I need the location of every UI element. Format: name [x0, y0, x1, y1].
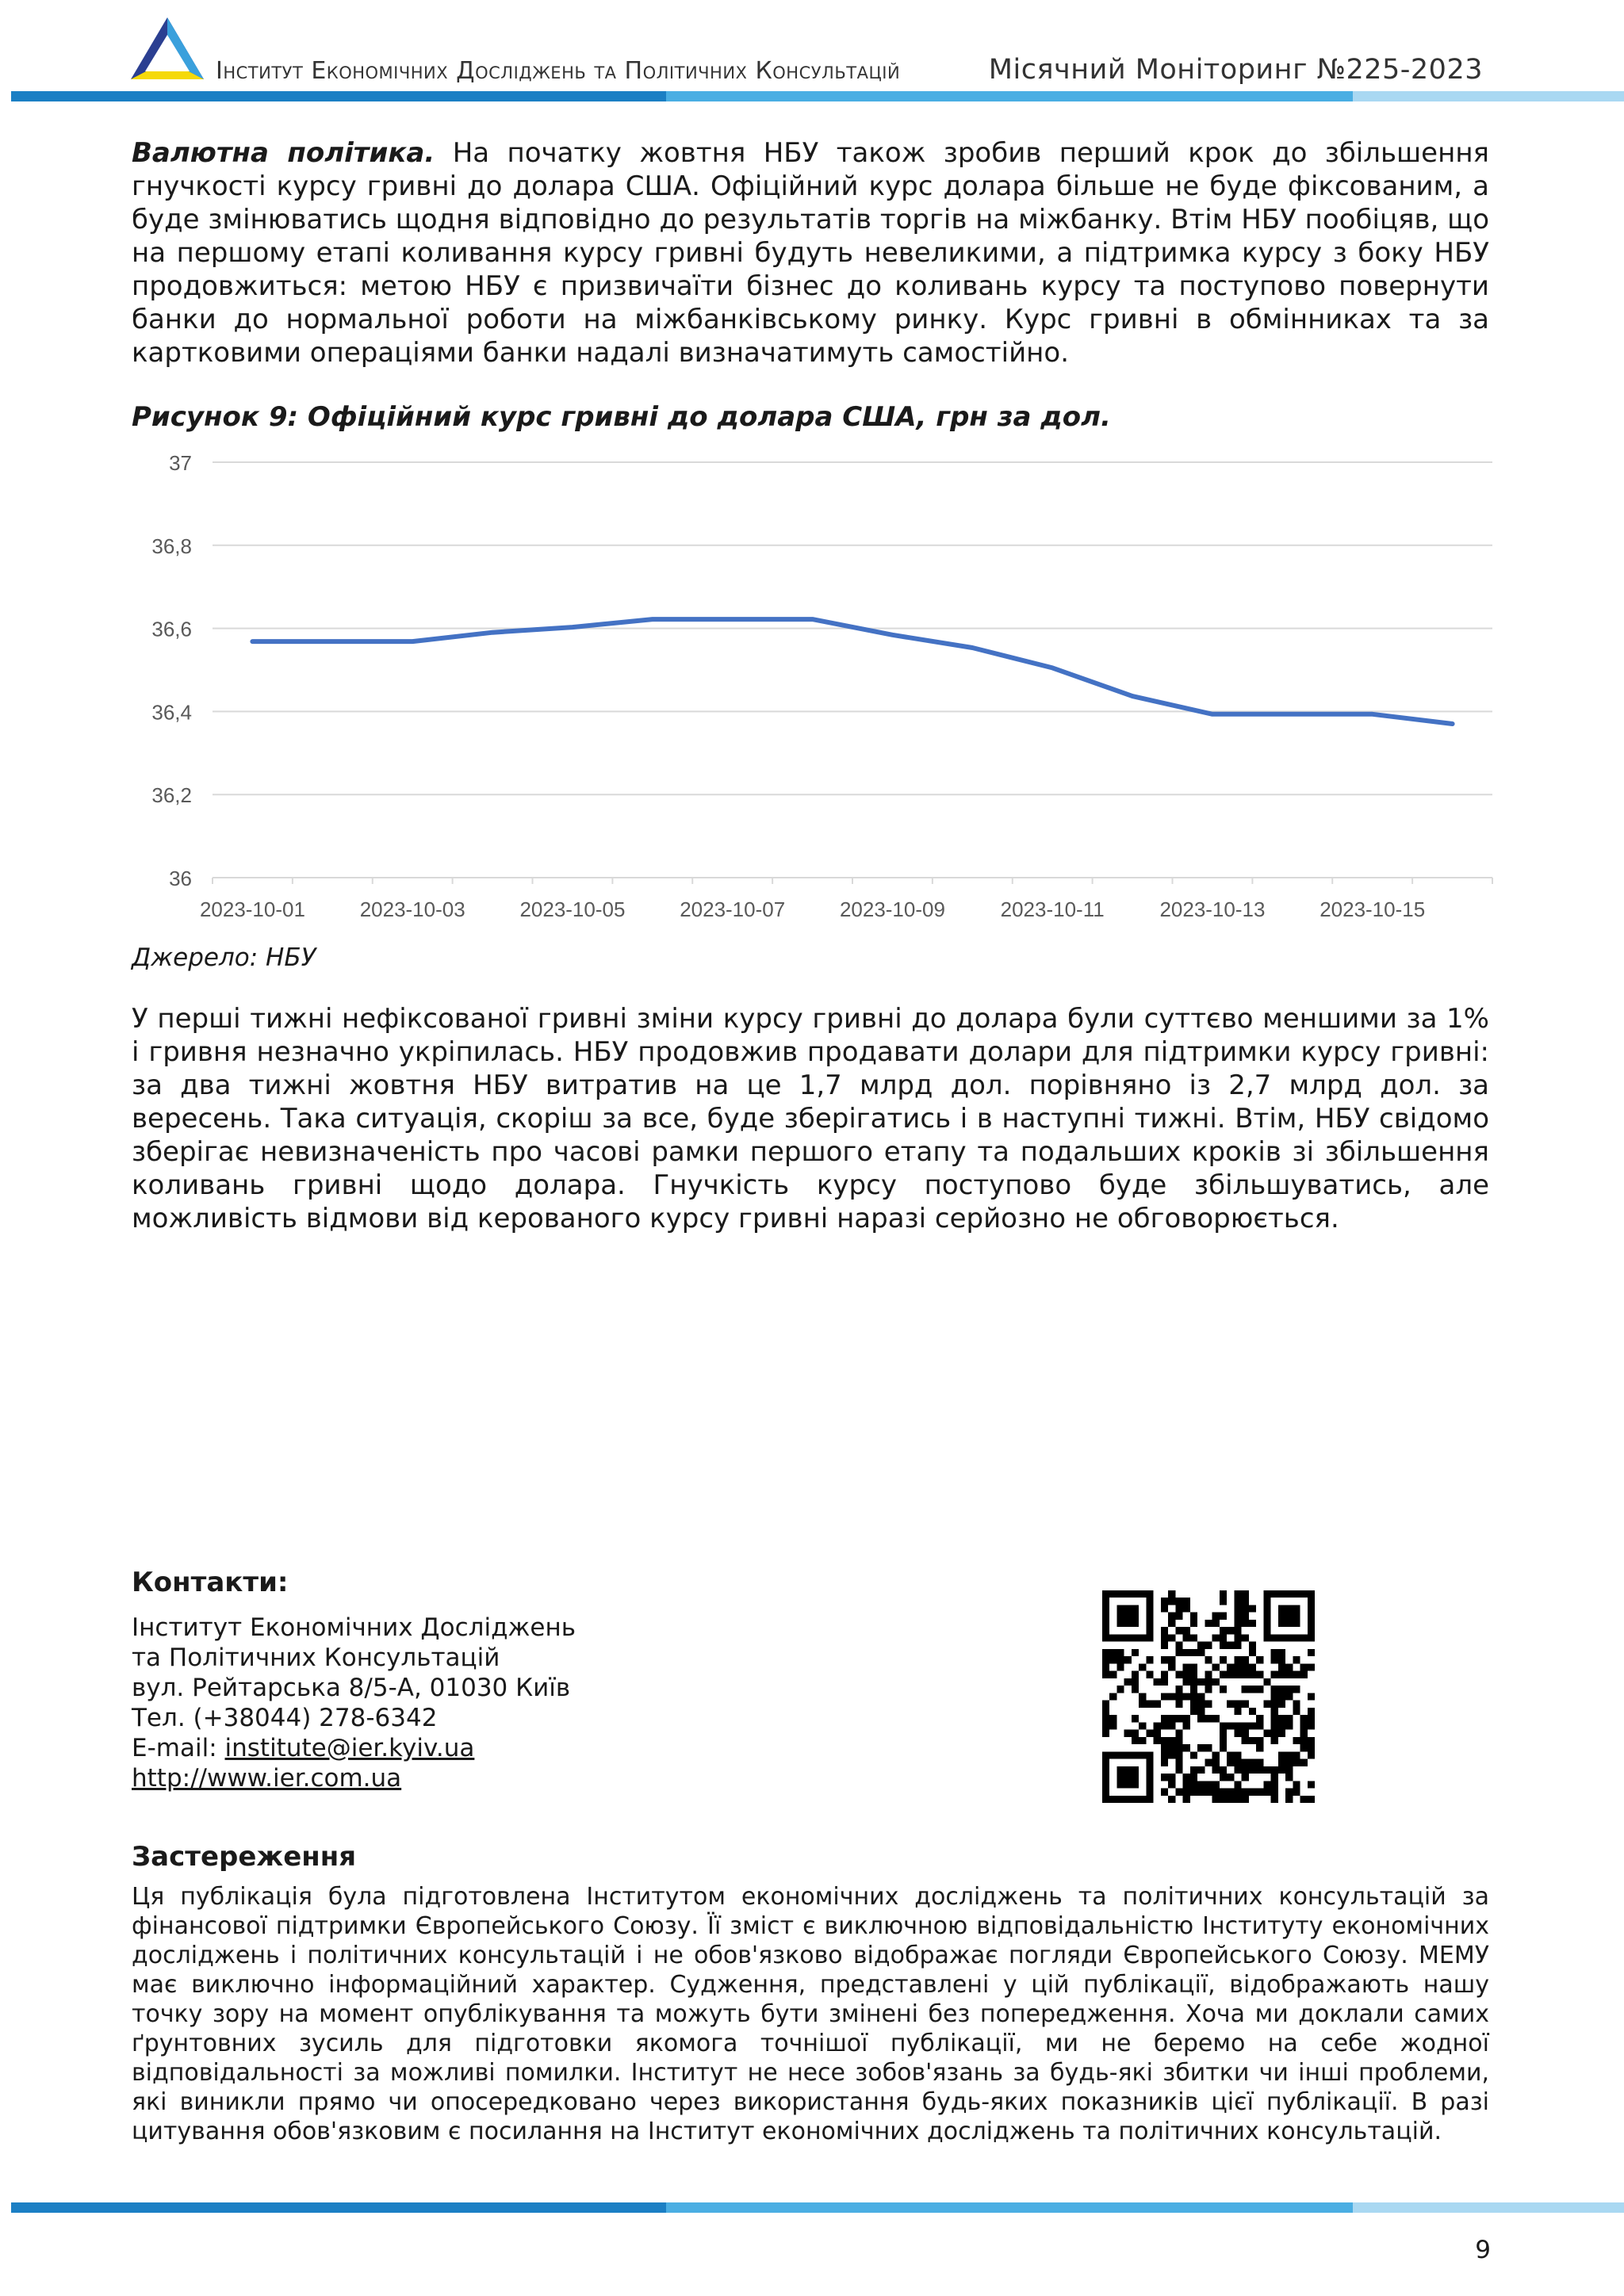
x-tick-label: 2023-10-07: [680, 897, 786, 921]
y-tick-label: 36,4: [151, 700, 192, 725]
contacts-block: [132, 1567, 845, 1793]
disclaimer-block: [132, 1841, 1489, 2146]
y-tick-label: 36,8: [151, 534, 192, 558]
x-tick-label: 2023-10-15: [1320, 897, 1426, 921]
contact-line: Інститут Економічних Досліджень: [132, 1613, 576, 1642]
x-tick-label: 2023-10-01: [199, 897, 305, 921]
x-tick-label: 2023-10-13: [1159, 897, 1266, 921]
contact-line: вул. Рейтарська 8/5-А, 01030 Київ: [132, 1674, 571, 1702]
figure-title: Рисунок 9: Офіційний курс гривні до долара США, грн за дол.: [132, 401, 1111, 433]
x-tick-label: 2023-10-11: [1000, 897, 1105, 921]
y-tick-label: 37: [169, 451, 192, 475]
header-institute-name: Інститут Економічних Досліджень та Політичних Консультацій: [216, 57, 901, 85]
paragraph-text: На початку жовтня НБУ також зробив перший крок до збільшення гнучкості курсу гривні до долара США. Офіційний курс долара більше не буде фіксованим, а буде змінюватись щодня відповідно до результатів торгів на міжбанку. Втім НБУ пообіцяв, що на першому етапі коливання курсу гривні будуть невеликими, а підтримка курсу з боку НБУ продовжиться: метою НБУ є призвичаїти бізнес до коливань курсу та поступово повернути банки до нормальної роботи на міжбанківському ринку. Курс гривні в обмінниках та за картковими операціями банки надалі визначатимуть самостійно.: [132, 137, 1490, 369]
website-link[interactable]: http://www.ier.com.ua: [132, 1764, 402, 1793]
qr-modules: [1102, 1590, 1315, 1803]
x-tick-label: 2023-10-03: [359, 897, 465, 921]
x-tick-label: 2023-10-09: [839, 897, 945, 921]
y-tick-label: 36,2: [151, 783, 192, 808]
disclaimer-heading: Застереження: [132, 1841, 357, 1873]
contact-line: Тел. (+38044) 278-6342: [132, 1704, 438, 1732]
email-label: E-mail:: [132, 1734, 225, 1762]
y-tick-label: 36: [169, 867, 192, 890]
page-number: 9: [1475, 2236, 1491, 2264]
email-link[interactable]: institute@ier.kyiv.ua: [224, 1734, 475, 1762]
paragraph-lead: Валютна політика.: [132, 137, 435, 169]
figure-source: Джерело: НБУ: [132, 943, 316, 972]
contacts-heading: Контакти:: [132, 1567, 289, 1598]
x-tick-label: 2023-10-05: [519, 897, 626, 921]
contact-email-line: [132, 1733, 845, 1763]
contact-line: та Політичних Консультацій: [132, 1644, 500, 1672]
footer-stripe: [11, 2202, 1624, 2213]
weekly-dynamics-paragraph: У перші тижні нефіксованої гривні зміни курсу гривні до долара були суттєво меншими за 1% і гривня незначно укріпилась. НБУ продовжив продавати долари для підтримки курсу гривні: за два тижні жовтня НБУ витратив на це 1,7 млрд дол. порівняно із 2,7 млрд дол. за вересень. Така ситуація, скоріш за все, буде зберігатись і в наступні тижні. Втім, НБУ свідомо зберігає невизначеність про часові рамки першого етапу та подальших кроків зі збільшення коливань гривні щодо долара. Гнучкість курсу поступово буде збільшуватись, але можливість відмови від керованого курсу гривні наразі серйозно не обговорюється.: [132, 1003, 1489, 1234]
series-line: [252, 619, 1452, 724]
qr-code-icon: [1102, 1590, 1315, 1803]
header-report-title: Місячний Моніторинг №225-2023: [988, 54, 1483, 86]
disclaimer-text: Ця публікація була підготовлена Інститутом економічних досліджень та політичних консультацій за фінансової підтримки Європейського Союзу. Її зміст є виключною відповідальністю Інституту економічних досліджень і політичних консультацій і не обов'язково відображає погляди Європейського Союзу. MEMУ має виключно інформаційний характер. Судження, представлені у цій публікації, відображають нашу точку зору на момент опублікування та можуть бути змінені без попередження. Хоча ми доклали самих ґрунтовних зусиль для підготовки якомога точнішої публікації, ми не беремо на себе жодної відповідальності за можливі помилки. Інститут не несе зобов'язань за будь-які збитки чи інші проблеми, які виникли прямо чи опосередковано через використання будь-яких показників цієї публікації. В разі цитування обов'язковим є посилання на Інститут економічних досліджень та політичних консультацій.: [132, 1883, 1489, 2145]
y-tick-label: 36,6: [151, 617, 192, 641]
exchange-rate-chart: [0, 0, 1624, 951]
